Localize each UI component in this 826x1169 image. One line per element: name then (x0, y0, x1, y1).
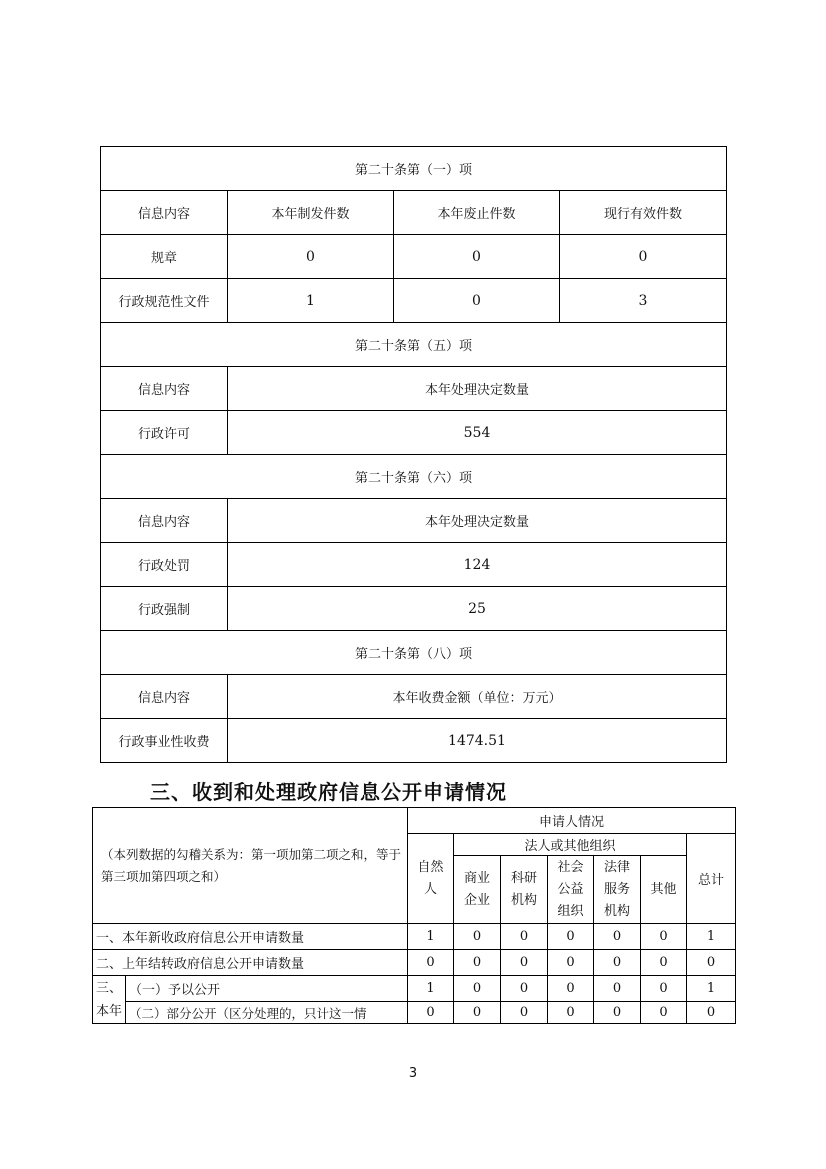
cell-value: 0 (641, 924, 687, 950)
table-row (93, 1002, 736, 1024)
cell-value: 0 (548, 950, 594, 976)
cell-value: 0 (687, 950, 736, 976)
cell-value: 0 (408, 1002, 454, 1024)
total-header: 总计 (687, 834, 736, 924)
cell-value: 124 (228, 543, 727, 587)
cell-value: 0 (594, 950, 641, 976)
legal-service-org-header: 法律 服务 机构 (594, 856, 641, 924)
header-fee-amount: 本年收费金额（单位：万元） (228, 675, 727, 719)
header-abolished-count: 本年废止件数 (394, 191, 560, 235)
table-row (93, 976, 736, 1002)
table-row (93, 924, 736, 950)
row-label: （二）部分公开（区分处理的，只计这一情 (126, 1002, 408, 1024)
research-institution-header: 科研 机构 (501, 856, 548, 924)
public-welfare-org-header: 社会 公益 组织 (548, 856, 594, 924)
header-info-content: 信息内容 (101, 675, 228, 719)
cell-value: 0 (501, 1002, 548, 1024)
header-info-content: 信息内容 (101, 191, 228, 235)
table-row (101, 235, 727, 279)
cell-value: 554 (228, 411, 727, 455)
regulations-statistics-table (100, 146, 727, 763)
row-label: 一、本年新收政府信息公开申请数量 (93, 924, 408, 950)
legal-org-header: 法人或其他组织 (454, 834, 687, 856)
cell-value: 0 (454, 950, 501, 976)
cell-value: 0 (394, 235, 560, 279)
article-20-6-title: 第二十条第（六）项 (101, 455, 727, 499)
header-info-content: 信息内容 (101, 367, 228, 411)
cell-value: 0 (548, 976, 594, 1002)
information-request-table (92, 807, 736, 1024)
cell-value: 0 (594, 1002, 641, 1024)
article-20-5-title: 第二十条第（五）项 (101, 323, 727, 367)
reconciliation-note: （本列数据的勾稽关系为：第一项加第二项之和，等于第三项加第四项之和） (93, 808, 408, 924)
section-three-label: 三、 本年 (93, 976, 126, 1024)
row-label: 二、上年结转政府信息公开申请数量 (93, 950, 408, 976)
row-label: 规章 (101, 235, 228, 279)
cell-value: 1 (687, 976, 736, 1002)
cell-value: 0 (501, 924, 548, 950)
cell-value: 1 (408, 924, 454, 950)
cell-value: 25 (228, 587, 727, 631)
row-label: 行政处罚 (101, 543, 228, 587)
page-number: 3 (408, 1066, 418, 1081)
cell-value: 1 (687, 924, 736, 950)
header-issued-count: 本年制发件数 (228, 191, 394, 235)
row-label: 行政事业性收费 (101, 719, 228, 763)
cell-value: 3 (560, 279, 727, 323)
row-label: 行政强制 (101, 587, 228, 631)
cell-value: 0 (560, 235, 727, 279)
cell-value: 0 (594, 924, 641, 950)
cell-value: 0 (641, 976, 687, 1002)
table-row (101, 719, 727, 763)
applicant-header: 申请人情况 (408, 808, 736, 834)
cell-value: 0 (454, 924, 501, 950)
cell-value: 1 (408, 976, 454, 1002)
header-decision-count: 本年处理决定数量 (228, 367, 727, 411)
cell-value: 0 (228, 235, 394, 279)
row-label: （一）予以公开 (126, 976, 408, 1002)
natural-person-header: 自然 人 (408, 834, 454, 924)
cell-value: 0 (501, 976, 548, 1002)
cell-value: 0 (548, 1002, 594, 1024)
cell-value: 1474.51 (228, 719, 727, 763)
header-valid-count: 现行有效件数 (560, 191, 727, 235)
cell-value: 0 (641, 950, 687, 976)
table-row (101, 411, 727, 455)
cell-value: 0 (641, 1002, 687, 1024)
table-row (101, 587, 727, 631)
row-label: 行政许可 (101, 411, 228, 455)
cell-value: 0 (454, 976, 501, 1002)
cell-value: 0 (394, 279, 560, 323)
cell-value: 0 (687, 1002, 736, 1024)
section-heading: 三、收到和处理政府信息公开申请情况 (150, 780, 507, 804)
cell-value: 0 (408, 950, 454, 976)
table-row (101, 279, 727, 323)
cell-value: 0 (594, 976, 641, 1002)
cell-value: 1 (228, 279, 394, 323)
table-row (101, 543, 727, 587)
cell-value: 0 (548, 924, 594, 950)
article-20-1-title: 第二十条第（一）项 (101, 147, 727, 191)
header-decision-count: 本年处理决定数量 (228, 499, 727, 543)
commercial-enterprise-header: 商业 企业 (454, 856, 501, 924)
table-row (93, 950, 736, 976)
article-20-8-title: 第二十条第（八）项 (101, 631, 727, 675)
header-info-content: 信息内容 (101, 499, 228, 543)
cell-value: 0 (501, 950, 548, 976)
cell-value: 0 (454, 1002, 501, 1024)
row-label: 行政规范性文件 (101, 279, 228, 323)
other-header: 其他 (641, 856, 687, 924)
